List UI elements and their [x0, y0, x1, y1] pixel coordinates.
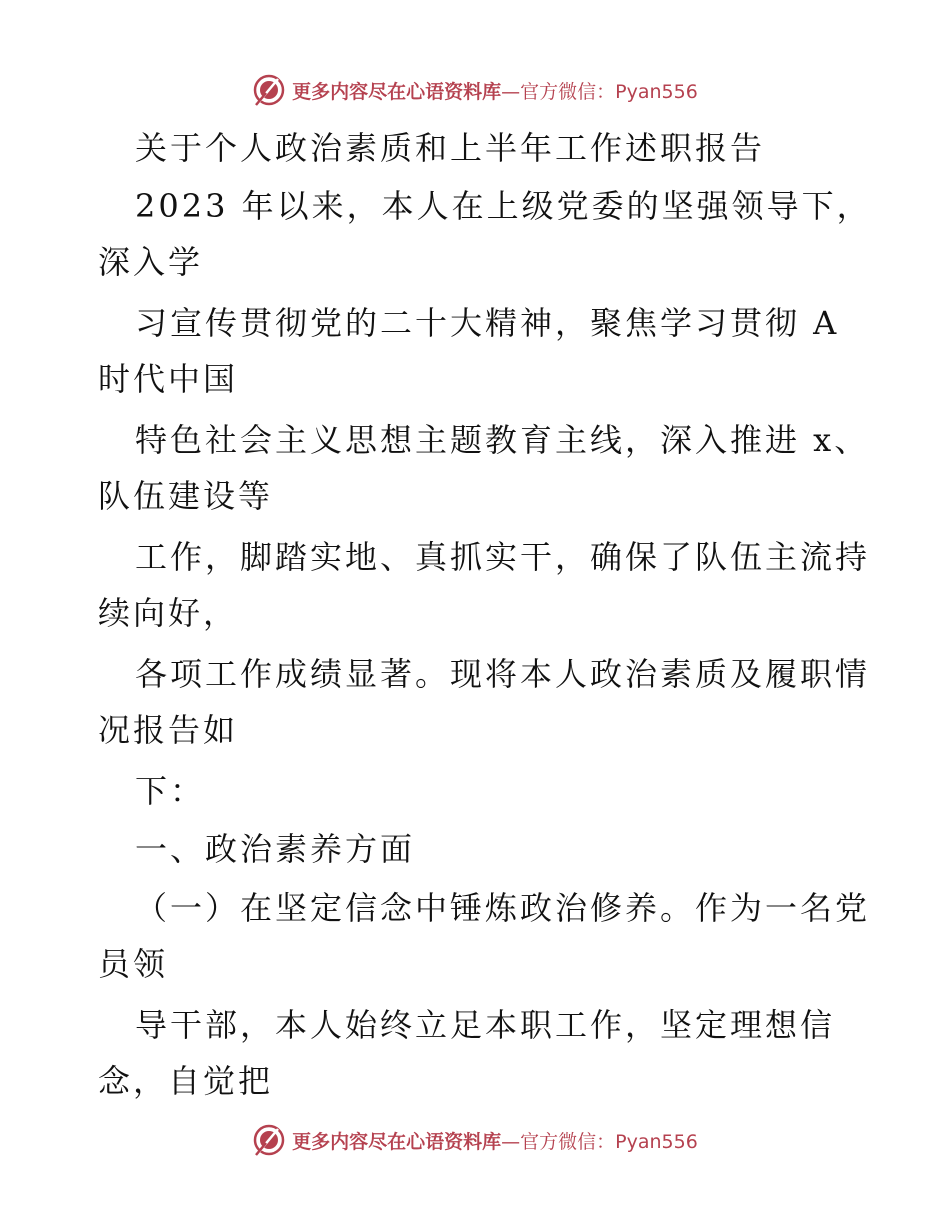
quill-logo-icon — [252, 73, 286, 107]
text-line: 念，自觉把 — [98, 1062, 274, 1100]
watermark-footer — [0, 1120, 950, 1160]
text-line: 工作，脚踏实地、真抓实干，确保了队伍主流持 — [135, 538, 871, 576]
text-line: 导干部，本人始终立足本职工作，坚定理想信 — [135, 1006, 836, 1044]
text-line: 员领 — [98, 945, 169, 983]
watermark-sub-text: 官方微信：Pyan556 — [520, 1130, 698, 1153]
text-line: 况报告如 — [98, 711, 239, 749]
watermark-separator: — — [501, 1130, 521, 1153]
document-title: 关于个人政治素质和上半年工作述职报告 — [135, 129, 766, 167]
text-line: 续向好， — [98, 594, 239, 632]
section-heading: 一、政治素养方面 — [135, 830, 416, 868]
watermark-header — [0, 70, 950, 110]
text-line: 特色社会主义思想主题教育主线，深入推进 x、 — [135, 421, 870, 459]
text-line: 2023 年以来，本人在上级党委的坚强领导下， — [135, 187, 872, 225]
watermark-sub-text: 官方微信：Pyan556 — [520, 80, 698, 103]
text-line: 队伍建设等 — [98, 477, 274, 515]
text-line: 各项工作成绩显著。现将本人政治素质及履职情 — [135, 655, 871, 693]
text-line: 下： — [135, 772, 206, 810]
watermark-separator: — — [501, 80, 521, 103]
text-line: 时代中国 — [98, 360, 239, 398]
text-line: 深入学 — [98, 243, 204, 281]
subsection-heading: （一）在坚定信念中锤炼政治修养。作为一名党 — [135, 889, 871, 927]
quill-logo-icon — [252, 1123, 286, 1157]
watermark-main-text: 更多内容尽在心语资料库 — [292, 80, 502, 103]
text-line: 习宣传贯彻党的二十大精神，聚焦学习贯彻 A — [135, 304, 840, 342]
watermark-main-text: 更多内容尽在心语资料库 — [292, 1130, 502, 1153]
